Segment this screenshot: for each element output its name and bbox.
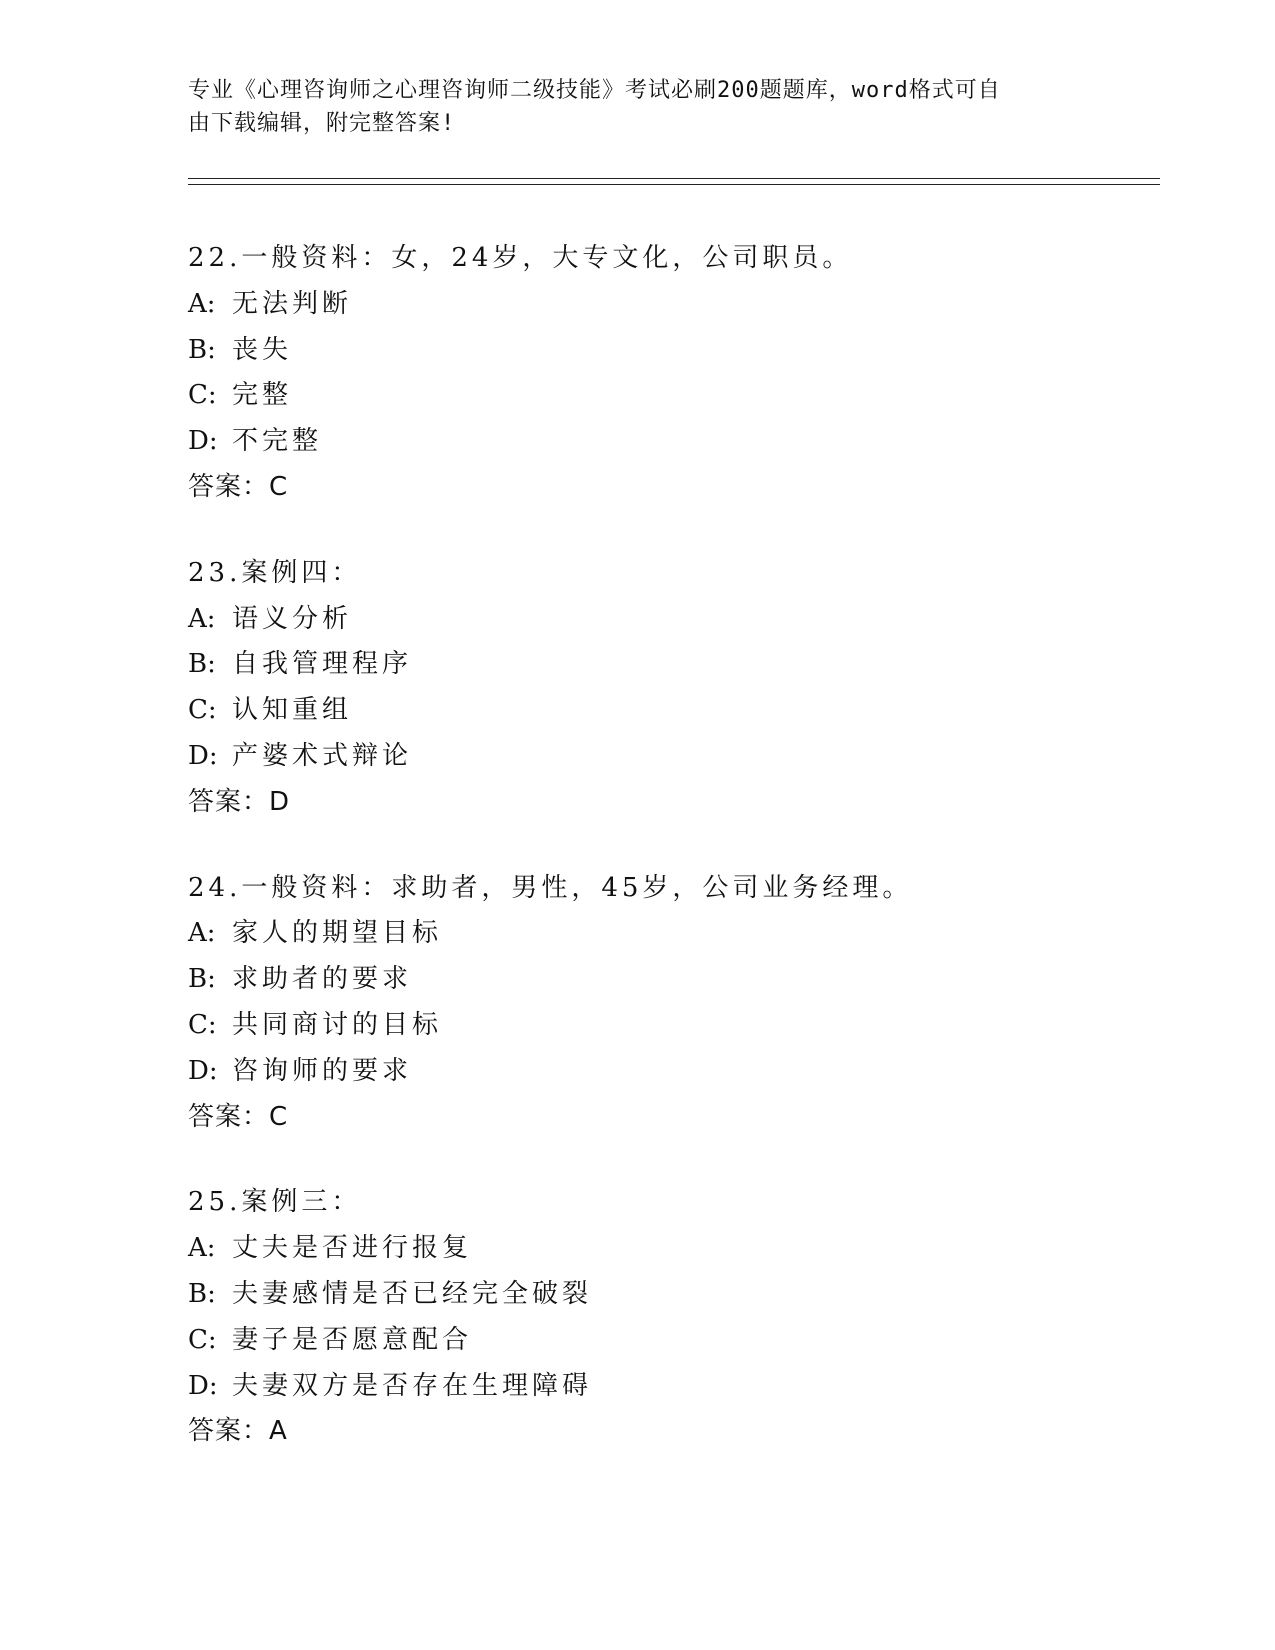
option-letter: C: — [188, 695, 217, 726]
option-letter: B: — [188, 1278, 216, 1309]
option-letter: D: — [188, 1370, 218, 1401]
option-a — [188, 911, 1138, 957]
question-22 — [188, 236, 1138, 511]
option-a — [188, 1226, 1138, 1272]
option-b — [188, 328, 1138, 374]
question-stem: 23.案例四： — [188, 557, 362, 588]
option-d — [188, 1049, 1138, 1095]
option-c — [188, 1318, 1138, 1364]
option-text: 夫妻双方是否存在生理障碍 — [232, 1370, 593, 1401]
option-text: 语义分析 — [232, 603, 353, 634]
option-letter: B: — [188, 649, 216, 680]
option-a — [188, 597, 1138, 643]
answer-line: 答案：C — [188, 471, 289, 502]
answer-line: 答案：C — [188, 1101, 289, 1132]
question-24 — [188, 866, 1138, 1141]
option-text: 求助者的要求 — [232, 964, 413, 995]
option-c — [188, 1003, 1138, 1049]
option-d — [188, 419, 1138, 465]
option-text: 产婆术式辩论 — [232, 740, 413, 771]
option-letter: A: — [188, 1233, 216, 1264]
answer-line: 答案：A — [188, 1416, 288, 1447]
option-b — [188, 957, 1138, 1003]
option-c — [188, 373, 1138, 419]
document-header — [188, 74, 1088, 140]
option-text: 自我管理程序 — [232, 649, 413, 680]
option-letter: C: — [188, 1009, 217, 1040]
header-divider — [188, 178, 1160, 185]
option-letter: C: — [188, 1324, 217, 1355]
option-letter: D: — [188, 740, 218, 771]
option-d — [188, 734, 1138, 780]
option-letter: D: — [188, 1055, 218, 1086]
option-text: 夫妻感情是否已经完全破裂 — [232, 1278, 593, 1309]
option-text: 完整 — [232, 380, 293, 411]
option-text: 丈夫是否进行报复 — [232, 1233, 473, 1264]
option-text: 丧失 — [232, 334, 293, 365]
option-letter: B: — [188, 964, 216, 995]
option-b — [188, 1272, 1138, 1318]
option-text: 家人的期望目标 — [232, 918, 443, 949]
option-letter: A: — [188, 603, 216, 634]
header-line-1: 专业《心理咨询师之心理咨询师二级技能》考试必刷200题题库，word格式可自 — [188, 78, 1001, 103]
header-line-2: 由下载编辑，附完整答案! — [188, 111, 456, 136]
question-stem: 24.一般资料：求助者，男性，45岁，公司业务经理。 — [188, 872, 913, 903]
option-letter: A: — [188, 918, 216, 949]
option-letter: B: — [188, 334, 216, 365]
option-letter: A: — [188, 288, 216, 319]
option-text: 共同商讨的目标 — [232, 1009, 443, 1040]
option-text: 认知重组 — [232, 695, 353, 726]
question-list — [188, 236, 1138, 1495]
question-stem: 22.一般资料：女，24岁，大专文化，公司职员。 — [188, 243, 853, 273]
option-text: 妻子是否愿意配合 — [232, 1324, 473, 1355]
option-c — [188, 688, 1138, 734]
option-a — [188, 282, 1138, 328]
option-text: 不完整 — [232, 426, 323, 457]
option-letter: D: — [188, 426, 218, 457]
option-text: 无法判断 — [232, 288, 353, 319]
question-23 — [188, 551, 1138, 826]
question-stem: 25.案例三： — [188, 1187, 362, 1218]
option-b — [188, 642, 1138, 688]
option-d — [188, 1364, 1138, 1410]
option-text: 咨询师的要求 — [232, 1055, 413, 1086]
answer-line: 答案：D — [188, 786, 291, 817]
option-letter: C: — [188, 380, 217, 411]
question-25 — [188, 1180, 1138, 1455]
